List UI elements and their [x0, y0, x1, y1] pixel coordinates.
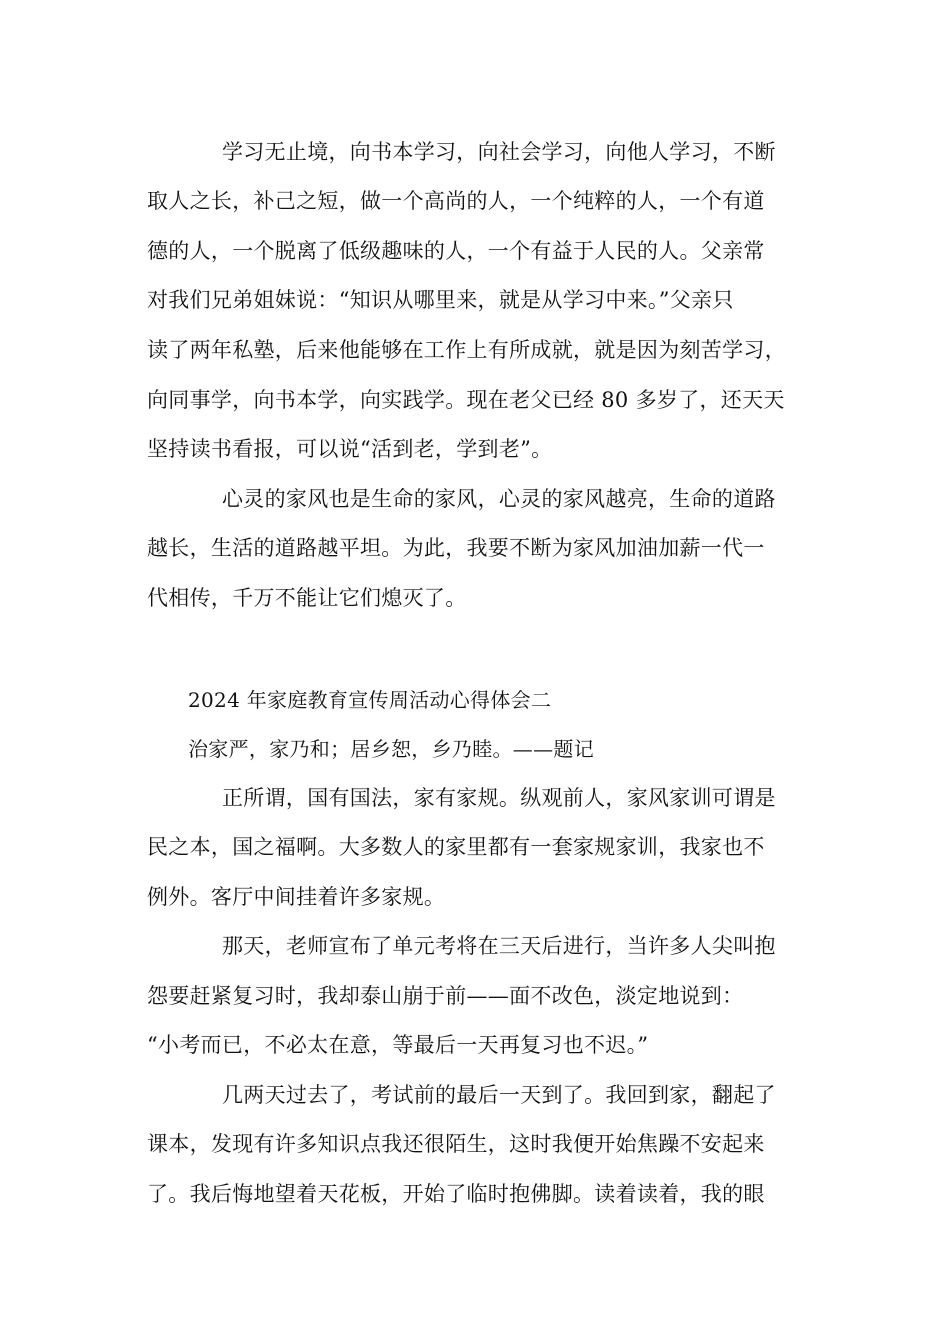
- paragraph-4-line-3: “小考而已，不必太在意，等最后一天再复习也不迟。”: [147, 1033, 649, 1057]
- paragraph-5-line-3: 了。我后悔地望着天花板，开始了临时抱佛脚。读着读着，我的眼: [147, 1182, 765, 1206]
- paragraph-5-line-2: 课本，发现有许多知识点我还很陌生，这时我便开始焦躁不安起来: [147, 1132, 765, 1156]
- paragraph-1-line-5: 读了两年私塾，后来他能够在工作上有所成就，就是因为刻苦学习，: [147, 338, 786, 362]
- paragraph-4-line-1: 那天，老师宣布了单元考将在三天后进行，当许多人尖叫抱: [222, 934, 776, 958]
- paragraph-2-line-1: 心灵的家风也是生命的家风，心灵的家风越亮，生命的道路: [222, 487, 776, 511]
- paragraph-1-line-6: 向同事学，向书本学，向实践学。现在老父已经 80 多岁了，还天天: [147, 388, 785, 412]
- paragraph-3-line-3: 例外。客厅中间挂着许多家规。: [147, 885, 446, 909]
- paragraph-2-line-3: 代相传，千万不能让它们熄灭了。: [147, 586, 467, 610]
- paragraph-3-line-1: 正所谓，国有国法，家有家规。纵观前人，家风家训可谓是: [222, 786, 776, 810]
- paragraph-1-line-2: 取人之长，补己之短，做一个高尚的人，一个纯粹的人，一个有道: [147, 189, 765, 213]
- paragraph-4-line-2: 怨要赶紧复习时，我却泰山崩于前——面不改色，淡定地说到：: [147, 984, 744, 1008]
- section-title: 2024 年家庭教育宣传周活动心得体会二: [188, 688, 552, 712]
- paragraph-1-line-7: 坚持读书看报，可以说“活到老，学到老”。: [147, 437, 553, 461]
- paragraph-5-line-1: 几两天过去了，考试前的最后一天到了。我回到家，翻起了: [222, 1083, 776, 1107]
- paragraph-1-line-3: 德的人，一个脱离了低级趣味的人，一个有益于人民的人。父亲常: [147, 239, 765, 263]
- epigraph: 治家严，家乃和；居乡恕，乡乃睦。——题记: [188, 737, 594, 761]
- paragraph-3-line-2: 民之本，国之福啊。大多数人的家里都有一套家规家训，我家也不: [147, 835, 765, 859]
- paragraph-2-line-2: 越长，生活的道路越平坦。为此，我要不断为家风加油加薪一代一: [147, 536, 765, 560]
- paragraph-1-line-4: 对我们兄弟姐妹说：“知识从哪里来，就是从学习中来。”父亲只: [147, 288, 734, 312]
- paragraph-1-line-1: 学习无止境，向书本学习，向社会学习，向他人学习，不断: [222, 140, 776, 164]
